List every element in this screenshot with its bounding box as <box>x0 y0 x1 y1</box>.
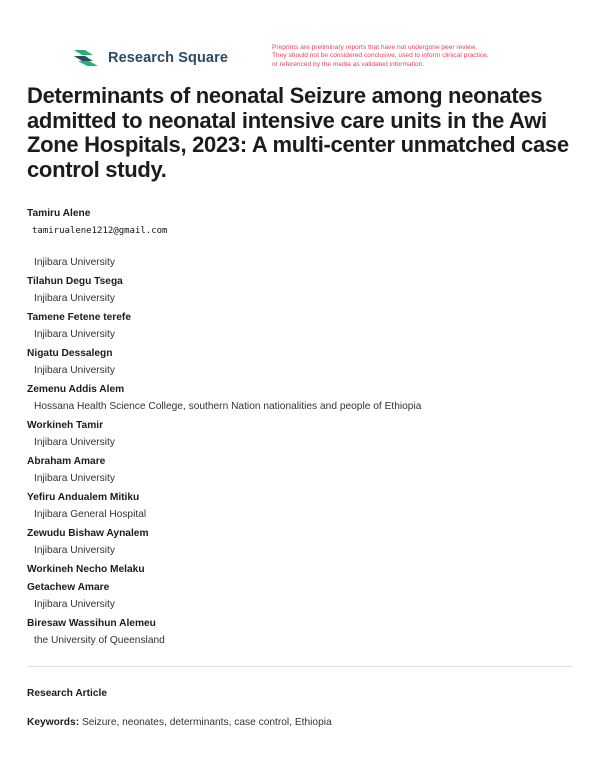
research-square-logo-icon <box>72 48 100 68</box>
header <box>72 44 542 74</box>
author-name: Tamene Fetene terefe <box>27 312 131 323</box>
author-name: Nigatu Dessalegn <box>27 348 113 359</box>
author-name: Workineh Tamir <box>27 420 104 431</box>
author-affiliation: Injibara University <box>34 437 115 448</box>
section-divider <box>27 666 573 667</box>
notice-line: They should not be considered conclusive, used to inform clinical practice, <box>272 52 489 60</box>
author-affiliation: Injibara General Hospital <box>34 509 147 520</box>
keywords-label: Keywords: <box>27 717 80 728</box>
author-affiliation: Injibara University <box>34 293 115 304</box>
paper-title: Determinants of neonatal Seizure among neonates admitted to neonatal intensive care units in the Awi Zone Hospitals, 2023: A multi-center unmatched case control study. <box>27 83 569 182</box>
author-affiliation: Injibara University <box>34 257 115 268</box>
author-affiliation: Injibara University <box>34 599 115 610</box>
author-affiliation: Injibara University <box>34 473 115 484</box>
author-name: Zemenu Addis Alem <box>27 384 125 395</box>
author-affiliation: Injibara University <box>34 365 115 376</box>
notice-line: or referenced by the media as validated information. <box>272 60 425 68</box>
author-name: Biresaw Wassihun Alemeu <box>27 618 156 629</box>
article-type: Research Article <box>27 688 108 699</box>
author-name: Tamiru Alene <box>27 208 91 219</box>
author-name: Abraham Amare <box>27 456 106 467</box>
author-affiliation: Injibara University <box>34 545 115 556</box>
author-affiliation: Injibara University <box>34 329 115 340</box>
author-list <box>27 207 575 653</box>
keywords <box>27 717 332 728</box>
author-name: Getachew Amare <box>27 582 110 593</box>
author-affiliation: the University of Queensland <box>34 635 165 646</box>
brand-name: Research Square <box>108 50 228 66</box>
author-email[interactable]: tamirualene1212@gmail.com <box>32 226 168 236</box>
author-name: Tilahun Degu Tsega <box>27 276 123 287</box>
author-affiliation: Hossana Health Science College, southern Nation nationalities and people of Ethiopia <box>34 401 422 412</box>
research-square-logo[interactable] <box>72 48 228 68</box>
keywords-value: Seizure, neonates, determinants, case control, Ethiopia <box>81 717 332 728</box>
author-name: Zewudu Bishaw Aynalem <box>27 528 149 539</box>
author-name: Yefiru Andualem Mitiku <box>27 492 140 503</box>
preprint-notice <box>272 44 572 69</box>
notice-line: Preprints are preliminary reports that have not undergone peer review. <box>272 44 477 51</box>
author-name: Workineh Necho Melaku <box>27 564 145 575</box>
